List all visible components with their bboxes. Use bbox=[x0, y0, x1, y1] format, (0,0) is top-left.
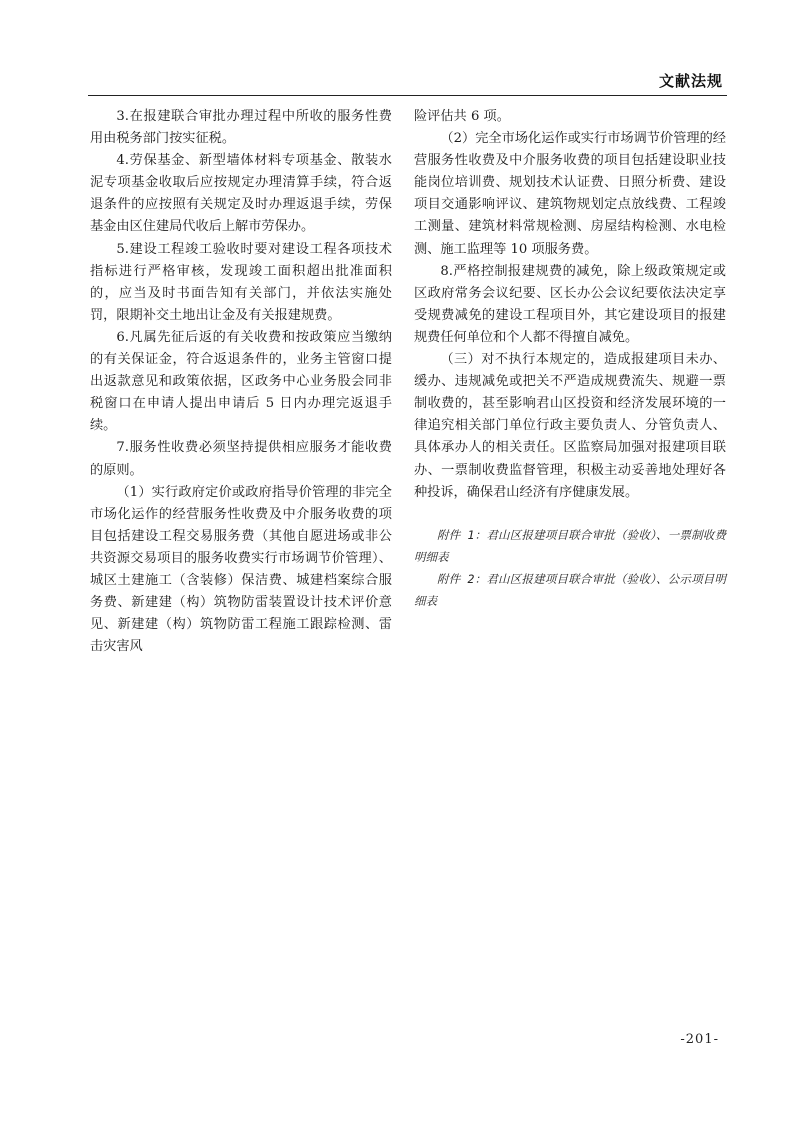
paragraph-item-6: 6.凡属先征后返的有关收费和按政策应当缴纳的有关保证金，符合返退条件的，业务主管窗口提出返款意见和政策依据，区政务中心业务股会同非税窗口在申请人提出申请后 5 日内办理完返退手续。 bbox=[90, 329, 392, 434]
paragraph-item-5: 5.建设工程竣工验收时要对建设工程各项技术指标进行严格审核，发现竣工面积超出批准面积的，应当及时书面告知有关部门，并依法实施处罚，限期补交土地出让金及有关报建规费。 bbox=[90, 241, 392, 323]
paragraph-item-3: 3.在报建联合审批办理过程中所收的服务性费用由税务部门按实征税。 bbox=[90, 109, 392, 147]
attachment-1: 附件 1：君山区报建项目联合审批（验收）、一票制收费明细表 bbox=[414, 527, 726, 564]
right-column bbox=[414, 106, 726, 612]
paragraph-item-8: 8.严格控制报建规费的减免，除上级政策规定或区政府常务会议纪要、区长办公会议纪要依法决定享受规费减免的建设工程项目外，其它建设项目的报建规费任何单位和个人都不得擅自减免。 bbox=[414, 263, 726, 345]
paragraph-item-7: 7.服务性收费必须坚持提供相应服务才能收费的原则。 bbox=[90, 440, 392, 478]
left-column bbox=[90, 106, 392, 658]
paragraph-section-3: （三）对不执行本规定的，造成报建项目未办、缓办、违规减免或把关不严造成规费流失、规避一票制收费的，甚至影响君山区投资和经济发展环境的一律追究相关部门单位行政主要负责人、分管负责人、具体承办人的相关责任。区监察局加强对报建项目联办、一票制收费监督管理，积极主动妥善地处理好各种投诉，确保君山经济有序健康发展。 bbox=[414, 352, 726, 500]
paragraph-continuation: 险评估共 6 项。 bbox=[414, 109, 510, 124]
paragraph-item-7-2: （2）完全市场化运作或实行市场调节价管理的经营服务性收费及中介服务收费的项目包括建设职业技能岗位培训费、规划技术认证费、日照分析费、建设项目交通影响评议、建筑物规划定点放线费、工程竣工测量、建筑材料常规检测、房屋结构检测、水电检测、施工监理等 10 项服务费。 bbox=[414, 131, 726, 257]
paragraph-item-7-1: （1）实行政府定价或政府指导价管理的非完全市场化运作的经营服务性收费及中介服务收费的项目包括建设工程交易服务费（其他自愿进场或非公共资源交易项目的服务收费实行市场调节价管理）、城区土建施工（含装修）保洁费、城建档案综合服务费、新建建（构）筑物防雷装置设计技术评价意见、新建建（构）筑物防雷工程施工跟踪检测、雷击灾害风 bbox=[90, 484, 392, 655]
section-title: 文献法规 bbox=[658, 72, 723, 90]
attachments-list bbox=[414, 524, 726, 612]
page-number: -201- bbox=[680, 1032, 719, 1047]
paragraph-item-4: 4.劳保基金、新型墙体材料专项基金、散装水泥专项基金收取后应按规定办理清算手续，符合返退条件的应按照有关规定及时办理返退手续，劳保基金由区住建局代收后上解市劳保办。 bbox=[90, 153, 392, 235]
header-divider bbox=[88, 95, 727, 96]
attachment-2: 附件 2：君山区报建项目联合审批（验收）、公示项目明细表 bbox=[414, 571, 726, 608]
